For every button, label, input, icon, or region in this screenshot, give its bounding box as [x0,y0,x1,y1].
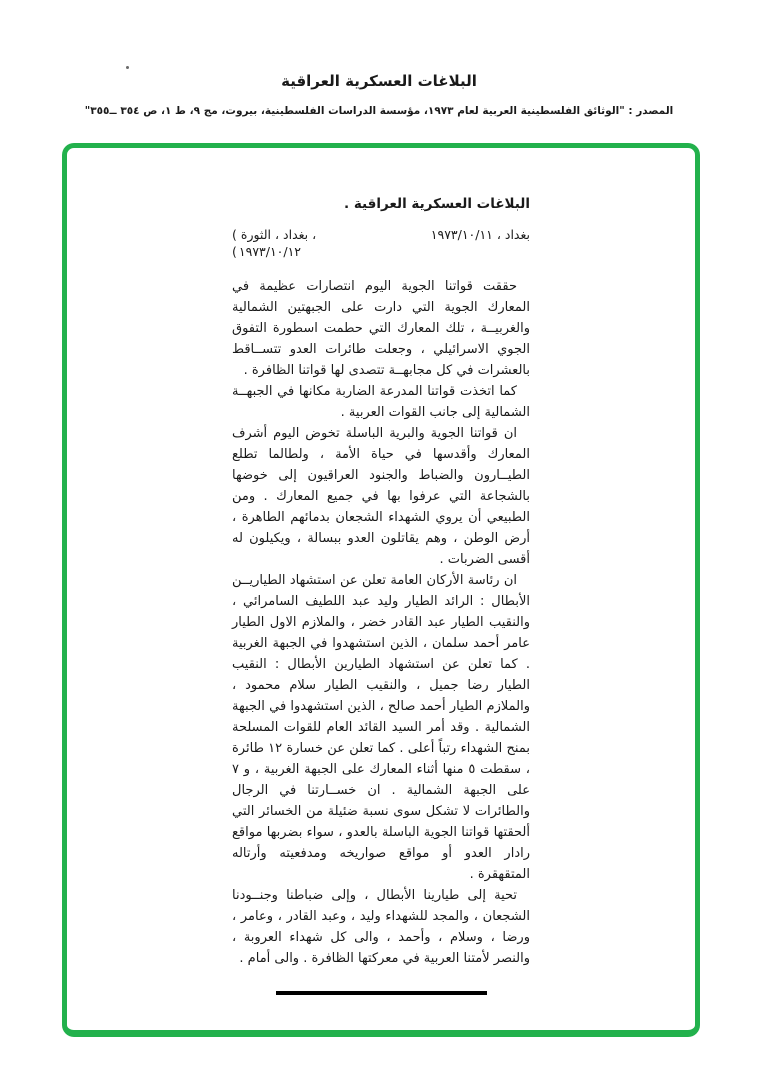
place-date: بغداد ، ١٩٧٣/١٠/١١ [430,227,530,242]
paren: ( [232,244,237,259]
paragraph-2: كما اتخذت قواتنا المدرعة الضاربة مكانها في الجبهــة الشمالية إلى جانب القوات العربية . [232,384,530,420]
paragraph-3: ان قواتنا الجوية والبرية الباسلة تخوض اليوم أشرف المعارك وأقدسها في حياة الأمة ، ولطالما تطلع الطيــارون والضباط والجنود العراقيون إلى خوضها بالشجاعة التي عرفوا بها في جميع المعارك . ومن الطبيعي أن يروي الشهداء الشجعان بدمائهم الطاهرة ، أرض الوطن ، وهم يقاتلون العدو ببسالة ، ويكيلون له أقسى الضربات . [232,426,530,567]
scan-artifact-dot [126,66,129,69]
page-title: البلاغات العسكرية العراقية [281,72,477,90]
dateline [232,226,530,260]
communique-heading: البلاغات العسكرية العراقية . [344,196,530,212]
newspaper-name: الثورة [240,227,271,242]
paragraph-4: ان رئاسة الأركان العامة تعلن عن استشهاد الطياريــن الأبطال : الرائد الطيار وليد عبد اللطيف السامرائي ، والنقيب الطيار عبد القادر خضر ، والملازم الاول الطيار عامر أحمد سلمان ، الذين استشهدوا في الجبهة الغربية . كما تعلن عن استشهاد الطيارين الأبطال : النقيب الطيار رضا جميل ، والنقيب الطيار سلام محمود ، والملازم الطيار أحمد صالح ، الذين استشهدوا في الجبهة الشمالية . وقد أمر السيد القائد العام للقوات المسلحة بمنح الشهداء رتباً أعلى . كما تعلن عن خسارة ١٢ طائرة ، سقطت ٥ منها أثناء المعارك على الجبهة الغربية ، و ٧ على الجبهة الشمالية . ان خســارتنا في الرجال والطائرات لا تشكل سوى نسبة ضئيلة من الخسائر التي ألحقتها قواتنا الجوية الباسلة بالعدو ، سواء بضربها مواقع رادار العدو أو مواقع صواريخه ومدفعيته وأرتاله المتقهقرة . [232,573,530,882]
end-divider-rule [276,991,487,995]
attribution [232,226,316,260]
attribution-line-2 [232,243,316,260]
city-name: بغداد [283,227,309,242]
paragraph-5: تحية إلى طيارينا الأبطال ، وإلى ضباطنا وجنــودنا الشجعان ، والمجد للشهداء وليد ، وعبد القادر ، وعامر ، ورضا ، وسلام ، وأحمد ، والى كل شهداء العروبة ، والنصر لأمتنا العربية في معركتها الظافرة . والى أمام . [232,888,530,966]
comma: ، [275,227,280,242]
document-green-frame [62,143,700,1037]
document-text-column [232,196,530,995]
comma: ، [312,227,317,242]
attribution-date: ١٩٧٣/١٠/١٢ [238,244,302,259]
communique-body [232,276,530,969]
attribution-line-1 [232,226,316,243]
open-paren: ( [232,227,237,242]
paragraph-1: حققت قواتنا الجوية اليوم انتصارات عظيمة في المعارك الجوية التي دارت على الجبهتين الشمالية والغربيــة ، تلك المعارك التي حطمت اسطورة التفوق الجوي الاسرائيلي ، وجعلت طائرات العدو تتســاقط بالعشرات في كل مجابهــة تتصدى لها قواتنا الظافرة . [232,279,530,378]
source-citation: المصدر : "الوثائق الفلسطينية العربية لعام ١٩٧٣، مؤسسة الدراسات الفلسطينية، بيروت، مج ٩، ط ١، ص ٣٥٤ ــ٣٥٥" [84,105,674,117]
